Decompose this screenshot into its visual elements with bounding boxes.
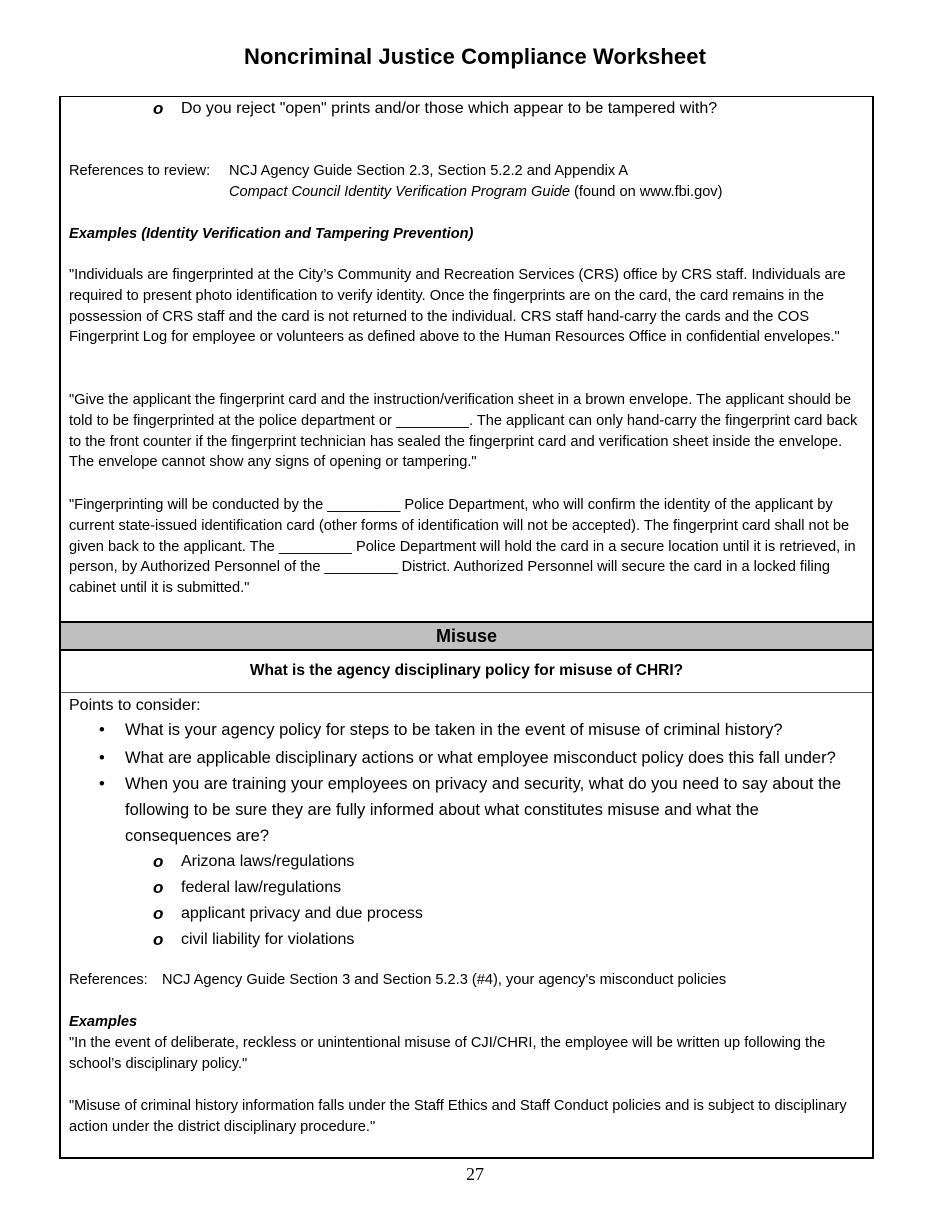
sub-bullet-marker: o [153,904,164,923]
misuse-examples-heading: Examples [69,1014,138,1030]
bullet-text: What are applicable disciplinary actions or what employee misconduct policy does this fall under? [125,749,836,767]
sub-bullet-text: applicant privacy and due process [181,905,423,922]
references-label: References to review: [69,163,211,179]
bullet-marker: • [99,775,105,793]
references-line-2 [229,182,722,203]
bullet-item [99,745,869,771]
tamper-question: Do you reject "open" prints and/or those which appear to be tampered with? [181,100,718,117]
page-title: Noncriminal Justice Compliance Worksheet [243,44,707,69]
misuse-example-1: "In the event of deliberate, reckless or unintentional misuse of CJI/CHRI, the employee will be written up following the school’s disciplinary policy." [69,1035,826,1072]
misuse-section-header: Misuse [61,621,872,651]
sub-bullet-text: Arizona laws/regulations [181,853,355,870]
ivp-guide-source: (found on www.fbi.gov) [574,184,723,200]
sub-bullet-text: federal law/regulations [181,879,342,896]
tamper-example-2: "Give the applicant the fingerprint card and the instruction/verification sheet in a brown envelope. The applicant should be told to be fingerprinted at the police department or _________. The applicant can only hand-carry the fingerprint card back to the front counter if the fingerprint technician has sealed the fingerprint card and verification sheet inside the envelope. The envelope cannot show any signs of opening or tampering." [69,392,858,471]
bullet-text: What is your agency policy for steps to be taken in the event of misuse of criminal history? [125,721,783,739]
bullet-item [99,717,869,743]
bullet-marker: • [99,749,105,767]
sub-bullet-marker: o [153,878,164,897]
page-number: 27 [466,1164,484,1184]
tamper-examples-heading: Examples (Identity Verification and Tampering Prevention) [69,226,474,242]
worksheet-frame [59,96,874,1159]
sub-bullet-marker: o [153,852,164,871]
bullet-item [99,771,869,849]
misuse-references-text: NCJ Agency Guide Section 3 and Section 5.2.3 (#4), your agency's misconduct policies [162,972,727,988]
sub-bullet-text: civil liability for violations [181,931,355,948]
tamper-section [61,97,872,621]
tamper-example-1: "Individuals are fingerprinted at the City’s Community and Recreation Services (CRS) office by CRS staff. Individuals are required to present photo identification to verify identity. Once the fingerprints are on the card, the card remains in the possession of CRS staff and the card is not returned to the individual. CRS staff hand-carry the cards and the COS Fingerprint Log for employee or volunteers as defined above to the Human Resources Office in confidential envelopes." [69,267,846,346]
tamper-example-3: "Fingerprinting will be conducted by the _________ Police Department, who will confirm the identity of the applicant by current state-issued identification card (other forms of identification will not be accepted). The fingerprint card shall not be given back to the applicant. The _________ Police Department will hold the card in a secure location until it is retrieved, in person, by Authorized Personnel of the _________ District. Authorized Personnel will secure the card in a locked filing cabinet until it is submitted." [69,497,856,597]
sub-bullet-marker: o [153,99,164,118]
bullet-text: When you are training your employees on privacy and security, what do you need to say about the following to be sure they are fully informed about what constitutes misuse and what the consequences are? [125,775,842,845]
ivp-guide-title: Compact Council Identity Verification Program Guide [229,184,570,200]
bullet-marker: • [99,721,105,739]
misuse-question: What is the agency disciplinary policy for misuse of CHRI? [61,651,872,693]
references-line-1: NCJ Agency Guide Section 2.3, Section 5.2.2 and Appendix A [229,163,629,179]
points-label: Points to consider: [69,697,201,714]
sub-bullet-marker: o [153,930,164,949]
misuse-example-2: "Misuse of criminal history information falls under the Staff Ethics and Staff Conduct policies and is subject to disciplinary action under the district disciplinary procedure." [69,1098,847,1135]
misuse-references-label: References: [69,972,148,988]
